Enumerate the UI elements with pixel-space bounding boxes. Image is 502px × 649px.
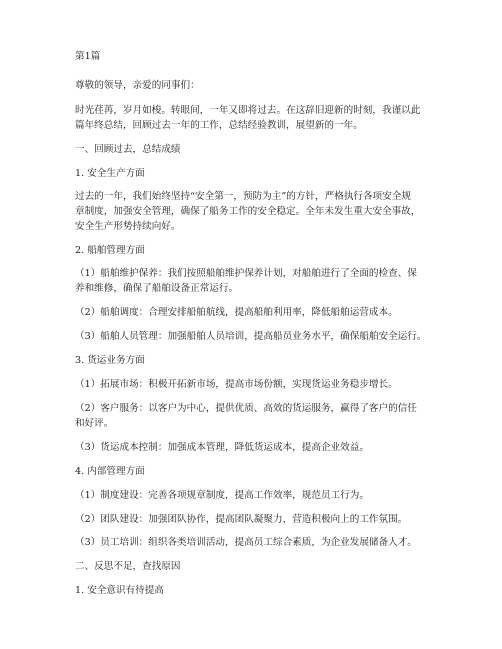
- intro-line: 篇年终总结，回顾过去一年的工作，总结经验教训，展望新的一年。: [75, 120, 363, 131]
- paragraph-line: 章制度，加强安全管理，确保了船务工作的安全稳定。全年未发生重大安全事故，: [75, 206, 421, 217]
- part2-heading: 二、反思不足，查找原因: [75, 561, 181, 572]
- section4-heading: 4. 内部管理方面: [75, 466, 145, 477]
- subsection1-heading: 1. 安全意识有待提高: [75, 585, 164, 596]
- section-label: 第1篇: [75, 51, 101, 62]
- paragraph-line: （2）客户服务：以客户为中心，提供优质、高效的货运服务，赢得了客户的信任: [75, 403, 417, 414]
- section2-item1: [75, 266, 430, 296]
- section3-item3: （3）货运成本控制：加强成本管理，降低货运成本，提高企业效益。: [75, 442, 369, 453]
- paragraph-line: 和好评。: [75, 418, 114, 429]
- section2-heading: 2. 船舶管理方面: [75, 245, 145, 256]
- paragraph-line: 安全生产形势持续向好。: [75, 221, 181, 232]
- section4-item1: （1）制度建设：完善各项规章制度，提高工作效率，规范员工行为。: [75, 490, 369, 501]
- section2-item2: （2）船舶调度：合理安排船舶航线，提高船舶利用率，降低船舶运营成本。: [75, 307, 398, 318]
- section3-item1: （1）拓展市场：积极开拓新市场，提高市场份额，实现货运业务稳步增长。: [75, 379, 398, 390]
- part1-heading: 一、回顾过去，总结成绩: [75, 144, 181, 155]
- intro-paragraph: [75, 103, 430, 133]
- intro-line: 时光荏苒，岁月如梭。转眼间，一年又即将过去。在这辞旧迎新的时刻，我谨以此: [75, 105, 421, 116]
- section2-item3: （3）船舶人员管理：加强船舶人员培训，提高船员业务水平，确保船舶安全运行。: [75, 331, 427, 342]
- section3-item2: [75, 401, 430, 431]
- section4-item3: （3）员工培训：组织各类培训活动，提高员工综合素质，为企业发展储备人才。: [75, 537, 417, 548]
- salutation: 尊敬的领导，亲爱的同事们：: [75, 80, 200, 91]
- paragraph-line: 养和维修，确保了船舶设备正常运行。: [75, 283, 239, 294]
- section1-paragraph: [75, 189, 430, 234]
- section1-heading: 1. 安全生产方面: [75, 168, 145, 179]
- paragraph-line: （1）船舶维护保养：我们按照船舶维护保养计划，对船舶进行了全面的检查、保: [75, 268, 417, 279]
- section4-item2: （2）团队建设：加强团队协作，提高团队凝聚力，营造积极向上的工作氛围。: [75, 514, 408, 525]
- section3-heading: 3. 货运业务方面: [75, 355, 145, 366]
- paragraph-line: 过去的一年，我们始终坚持“安全第一，预防为主”的方针，严格执行各项安全规: [75, 191, 411, 202]
